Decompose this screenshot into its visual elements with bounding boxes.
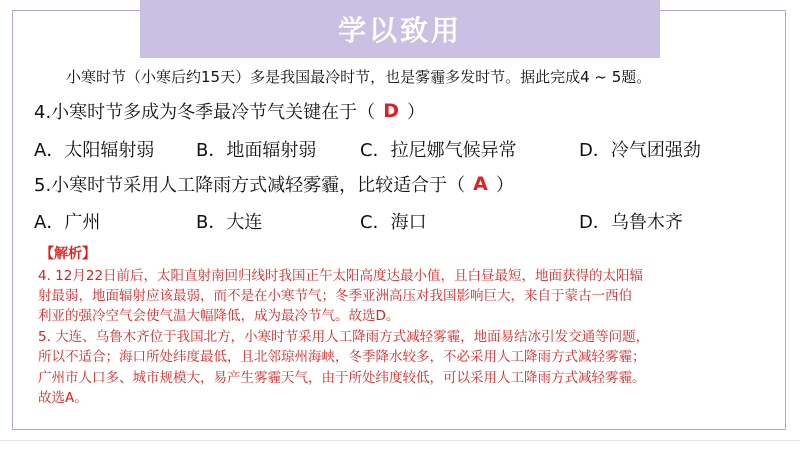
explanation-line: 4. 12月22日前后，太阳直射南回归线时我国正午太阳高度达最小值，且白昼最短，地面获得的太阳辐 [38,268,644,284]
q4-option-b: B．地面辐射弱 [196,140,317,161]
explanation-heading: 【解析】 [40,246,96,262]
title-banner [140,0,660,58]
question-4-stem: 4.小寒时节多成为冬季最冷节气关键在于（ [34,102,376,123]
page-title: 学以致用 [337,14,462,47]
question-4-stem-end: ） [406,102,425,123]
q5-option-c: C．海口 [360,212,427,233]
question-5-stem: 5.小寒时节采用人工降雨方式减轻雾霾，比较适合于（ [34,175,466,196]
question-5 [34,171,514,197]
explanation-line: 故选A。 [38,390,88,406]
explanation-line: 所以不适合；海口所处纬度最低，且北邻琼州海峡，冬季降水较多，不必采用人工降雨方式减轻雾霾； [38,349,646,365]
question-4 [34,98,425,124]
question-5-answer: A [473,173,488,195]
q4-option-a: A．太阳辐射弱 [34,140,155,161]
q4-option-d: D．冷气团强劲 [579,140,701,161]
explanation-line: 5. 大连、乌鲁木齐位于我国北方，小寒时节采用人工降雨方式减轻雾霾，地面易结冰引发交通等问题， [38,329,650,345]
question-4-answer: D [383,100,399,122]
explanation-line: 射最弱，地面辐射应该最弱，而不是在小寒节气；冬季亚洲高压对我国影响巨大，来自于蒙古一西伯 [38,288,632,304]
explanation-line: 广州市人口多、城市规模大，易产生雾霾天气，由于所处纬度较低，可以采用人工降雨方式减轻雾霾。 [38,370,646,386]
divider [0,440,800,441]
explanation-line: 利亚的强冷空气会使气温大幅降低，成为最冷节气。故选D。 [38,308,400,324]
q5-option-a: A．广州 [34,212,101,233]
q4-option-c: C．拉尼娜气候异常 [360,140,517,161]
q5-option-b: B．大连 [196,212,263,233]
question-5-stem-end: ） [495,175,514,196]
q5-option-d: D．乌鲁木齐 [579,212,683,233]
intro-text: 小寒时节（小寒后约15天）多是我国最冷时节，也是雾霾多发时节。据此完成4 ~ 5题。 [66,68,652,86]
